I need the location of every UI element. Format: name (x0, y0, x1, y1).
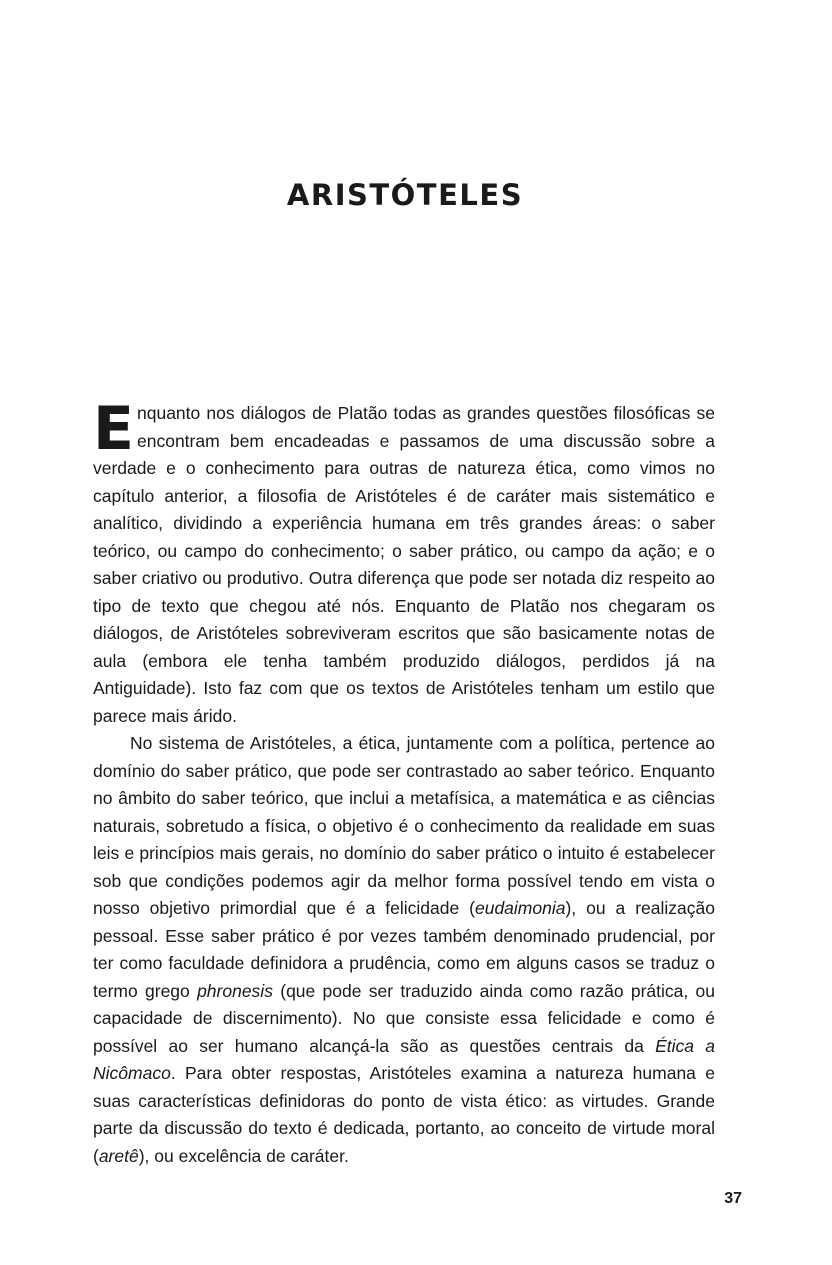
paragraph-2 (93, 730, 715, 1170)
paragraph-2-text-2: ), ou a realização pessoal. Esse saber prático é por vezes também denominado prudencial, por ter como faculdade definidora a prudência, como em alguns casos se traduz o termo grego (93, 898, 715, 1001)
paragraph-1-text: nquanto nos diálogos de Platão todas as grandes questões filosóficas se encontram bem encadeadas e passamos de uma discussão sobre a verdade e o conhecimento para outras de natureza ética, como vimos no capítulo anterior, a filosofia de Aristóteles é de caráter mais sistemático e analítico, dividindo a experiência humana em três grandes áreas: o saber teórico, ou campo do conhecimento; o saber prático, ou campo da ação; e o saber criativo ou produtivo. Outra diferença que pode ser notada diz respeito ao tipo de texto que chegou até nós. Enquanto de Platão nos chegaram os diálogos, de Aristóteles sobreviveram escritos que são basicamente notas de aula (embora ele tenha também produzido diálogos, perdidos já na Antiguidade). Isto faz com que os textos de Aristóteles tenham um estilo que parece mais árido. (93, 403, 715, 726)
term-eudaimonia: eudaimonia (474, 898, 566, 918)
book-title: Ética a Nicômaco (93, 1035, 715, 1083)
paragraph-2-text-1: No sistema de Aristóteles, a ética, juntamente com a política, pertence ao domínio do saber prático, que pode ser contrastado ao saber teórico. Enquanto no âmbito do saber teórico, que inclui a metafísica, a matemática e as ciências naturais, sobretudo a física, o objetivo é o conhecimento da realidade em suas leis e princípios mais gerais, no domínio do saber prático o intuito é estabelecer sob que condições podemos agir da melhor forma possível tendo em vista o nosso objetivo primordial que é a felicidade ( (93, 733, 715, 918)
chapter-title: ARISTÓTELES (286, 178, 524, 212)
paragraph-1 (93, 394, 715, 730)
term-phronesis: phronesis (197, 980, 273, 1001)
paragraph-2-text-4: . Para obter respostas, Aristóteles examina a natureza humana e suas características definidoras do ponto de vista ético: as virtudes. Grande parte da discussão do texto é dedicada, portanto, ao conceito de virtude moral ( (93, 1063, 715, 1166)
page-number: 37 (724, 1190, 742, 1207)
body-text (93, 394, 715, 1170)
paragraph-2-text-3: (que pode ser traduzido ainda como razão prática, ou capacidade de discernimento). No que consiste essa felicidade e como é possível ao ser humano alcançá-la são as questões centrais da (93, 980, 715, 1056)
paragraph-2-text-5: ), ou excelência de caráter. (138, 1145, 349, 1166)
term-arete: aretê (98, 1145, 139, 1166)
drop-cap: E (93, 394, 134, 464)
